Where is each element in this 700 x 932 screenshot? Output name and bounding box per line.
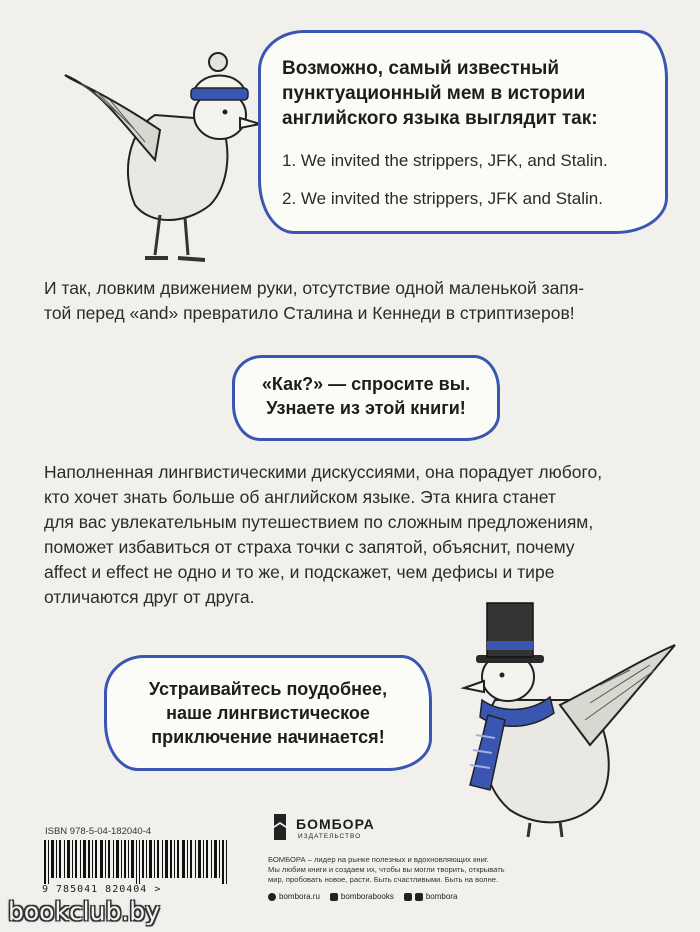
vk-icon bbox=[404, 893, 412, 901]
bombora-logo-icon bbox=[270, 812, 290, 842]
meme-example-1: 1. We invited the strippers, JFK, and Stalin. bbox=[282, 151, 608, 170]
publisher-subtitle: ИЗДАТЕЛЬСТВО bbox=[298, 833, 362, 840]
meme-heading-line: Возможно, самый известный bbox=[282, 58, 560, 79]
social-label: bombora bbox=[425, 892, 458, 901]
instagram-icon bbox=[330, 893, 338, 901]
invitation-callout bbox=[104, 677, 432, 749]
social-label: bombora.ru bbox=[279, 892, 320, 901]
bookclub-watermark: bookclub.by bbox=[8, 897, 160, 926]
isbn-text: ISBN 978-5-04-182040-4 bbox=[45, 826, 152, 837]
globe-icon bbox=[268, 893, 276, 901]
publisher-name: БОМБОРА bbox=[296, 816, 375, 832]
paragraph-line: affect и effect не одно и то же, и подскажет, чем дефисы и тире bbox=[44, 562, 555, 582]
meme-example-2: 2. We invited the strippers, JFK and Stalin. bbox=[282, 189, 603, 208]
meme-heading-line: английского языка выглядит так: bbox=[282, 108, 598, 129]
social-label: bomborabooks bbox=[340, 892, 394, 901]
callout-line: Узнаете из этой книги! bbox=[266, 398, 466, 418]
social-item-networks bbox=[404, 892, 458, 901]
callout-line: приключение начинается! bbox=[151, 727, 385, 747]
paragraph-line: поможет избавиться от страха точки с запятой, объяснит, почему bbox=[44, 537, 575, 557]
paragraph-line: для вас увлекательным путешествием по сложным предложениям, bbox=[44, 512, 594, 532]
barcode-digits: 9 785041 820404 > bbox=[42, 884, 162, 895]
blurb-line: БОМБОРА – лидер на рынке полезных и вдохновляющих книг. bbox=[268, 855, 489, 864]
blurb-line: Мы любим книги и создаем их, чтобы вы могли творить, открывать bbox=[268, 865, 505, 874]
intro-paragraph bbox=[44, 276, 664, 326]
question-callout bbox=[232, 372, 500, 420]
paragraph-line: отличаются друг от друга. bbox=[44, 587, 255, 607]
callout-line: «Как?» — спросите вы. bbox=[261, 374, 471, 394]
social-links bbox=[268, 892, 457, 901]
paragraph-line: Наполненная лингвистическими дискуссиями, она порадует любого, bbox=[44, 462, 603, 482]
social-item-site bbox=[268, 892, 320, 901]
blurb-line: мир, пробовать новое, расти. Быть счастливыми. Быть на волне. bbox=[268, 875, 499, 884]
meme-heading-line: пунктуационный мем в истории bbox=[282, 83, 586, 104]
meme-heading bbox=[282, 56, 652, 131]
publisher-blurb bbox=[268, 855, 558, 885]
social-item-instagram bbox=[330, 892, 394, 901]
seagull-top-hat-illustration bbox=[450, 585, 690, 840]
callout-line: наше лингвистическое bbox=[166, 703, 370, 723]
paragraph-line: кто хочет знать больше об английском языке. Эта книга станет bbox=[44, 487, 556, 507]
telegram-icon bbox=[415, 893, 423, 901]
paragraph-line: И так, ловким движением руки, отсутствие одной маленькой запя- bbox=[44, 278, 585, 298]
barcode bbox=[40, 840, 240, 884]
paragraph-line: той перед «and» превратило Сталина и Кеннеди в стриптизеров! bbox=[44, 303, 575, 323]
seagull-knit-hat-illustration bbox=[60, 20, 270, 270]
callout-line: Устраивайтесь поудобнее, bbox=[148, 679, 388, 699]
